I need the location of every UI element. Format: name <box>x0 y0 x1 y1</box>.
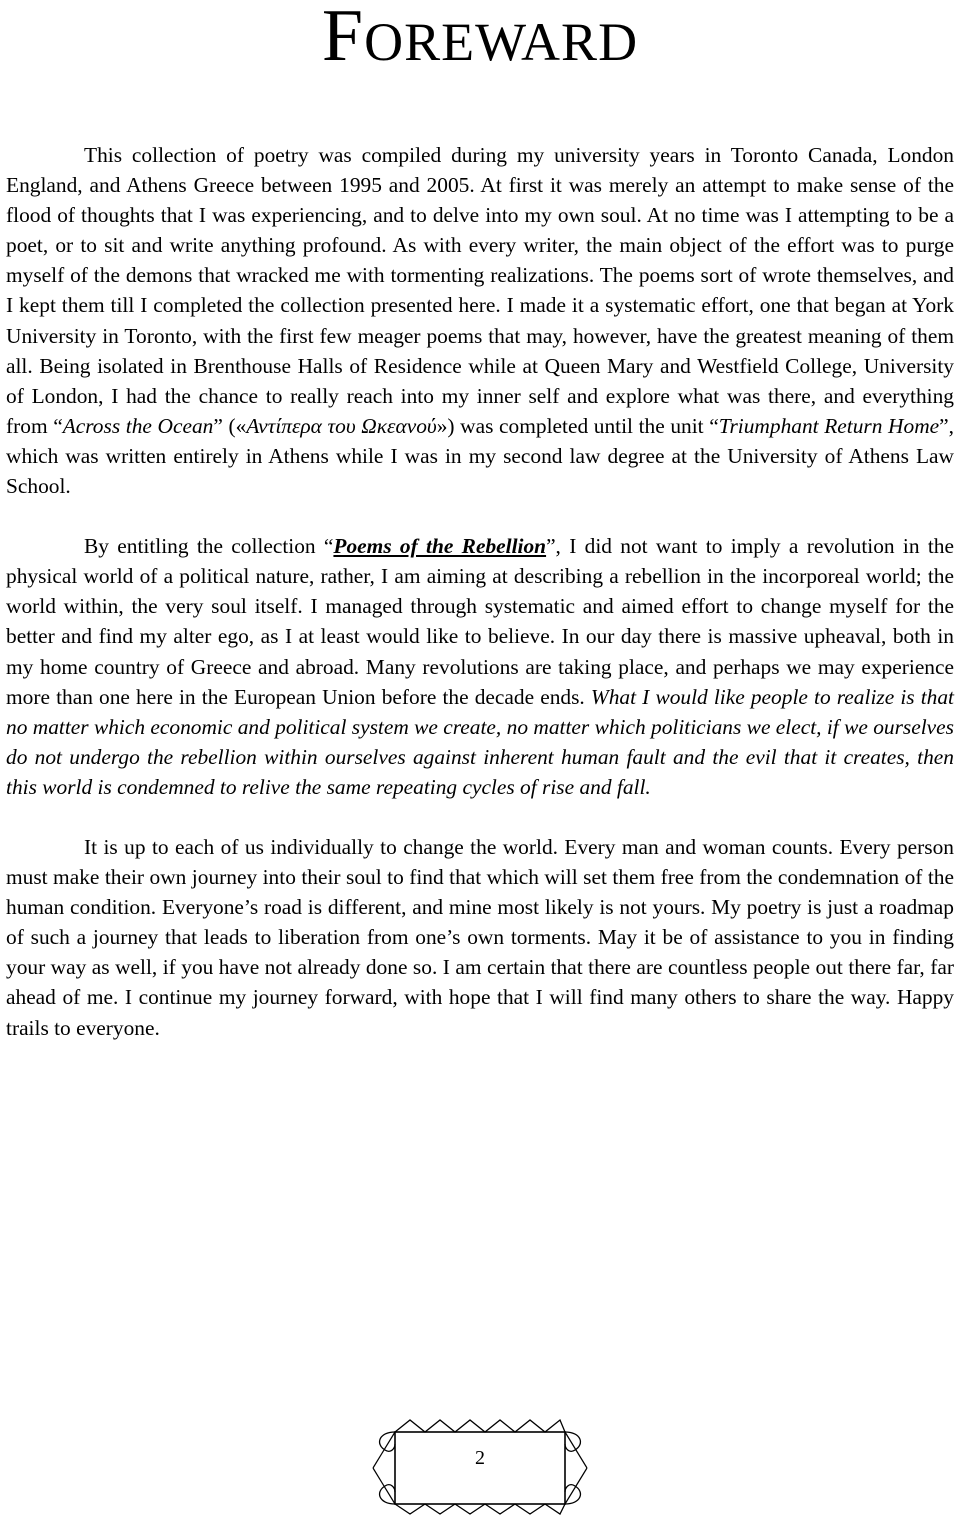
collection-title: Poems of the Rebellion <box>333 534 547 559</box>
paragraph-segment-italic: What I would like people to realize is that no matter which economic and political system we create, no matter which politicians we elect, if we ourselves do not undergo the rebellion within ourselves against inherent human fault and the evil that it creates, then this world is condemned to relive the same repeating cycles of rise and fall. <box>6 684 955 799</box>
paragraph-segment: By entitling the collection “ <box>84 534 334 559</box>
paragraph-1 <box>6 140 954 501</box>
paragraph-segment: This collection of poetry was compiled during my university years in Toronto Canada, London England, and Athens Greece between 1995 and 2005. At first it was merely an attempt to make sense of the flood of thoughts that I was experiencing, and to delve into my own soul. At no time was I attempting to be a poet, or to sit and write anything profound. As with every writer, the main object of the effort was to purge myself of the demons that wracked me with tormenting realizations. The poems sort of wrote themselves, and I kept them till I completed the collection presented here. I made it a systematic effort, one that began at York University in Toronto, with the first few meager poems that may, however, have the greatest meaning of them all. Being isolated in Brenthouse Halls of Residence while at Queen Mary and Westfield College, University of London, I had the chance to really reach into my inner self and explore what was there, and everything from “ <box>6 143 954 438</box>
paragraph-segment-italic: Αντίπερα του Ωκεανού <box>246 413 437 438</box>
page-title <box>0 0 960 89</box>
paragraph-segment: ”, which was written entirely in Athens while I was in my second law degree at the University of Athens Law School. <box>6 413 954 499</box>
paragraph-segment: ») was completed until the unit “ <box>436 413 719 438</box>
paragraph-3 <box>6 832 954 1043</box>
paragraph-segment: ”, I did not want to imply a revolution in the physical world of a political nature, rather, I am aiming at describing a rebellion in the incorporeal world; the world within, the very soul itself. I managed through systematic and aimed effort to change myself for the better and find my alter ego, as I at least would like to believe. In our day there is massive upheaval, both in my home country of Greece and abroad. Many revolutions are taking place, and perhaps we may experience more than one here in the European Union before the decade ends. <box>6 534 954 709</box>
paragraph-segment-italic: Triumphant Return Home <box>718 413 940 438</box>
page-title-initial: F <box>321 0 365 77</box>
paragraph-segment: ” (« <box>213 413 247 438</box>
foreword-body <box>6 140 954 1073</box>
page-title-rest: OREWARD <box>364 12 639 72</box>
paragraph-2 <box>6 531 954 802</box>
paragraph-segment-italic: Across the Ocean <box>62 413 214 438</box>
paragraph-segment: It is up to each of us individually to change the world. Every man and woman counts. Every person must make their own journey into their soul to find that which will set them free from the condemnation of the human condition. Everyone’s road is different, and mine most likely is not yours. My poetry is just a roadmap of such a journey that leads to liberation from one’s own torments. May it be of assistance to you in finding your way as well, if you have not already done so. I am certain that there are countless people out there far, far ahead of me. I continue my journey forward, with hope that I will find many others to share the way. Happy trails to everyone. <box>6 834 954 1040</box>
page-number: 2 <box>475 1447 485 1469</box>
